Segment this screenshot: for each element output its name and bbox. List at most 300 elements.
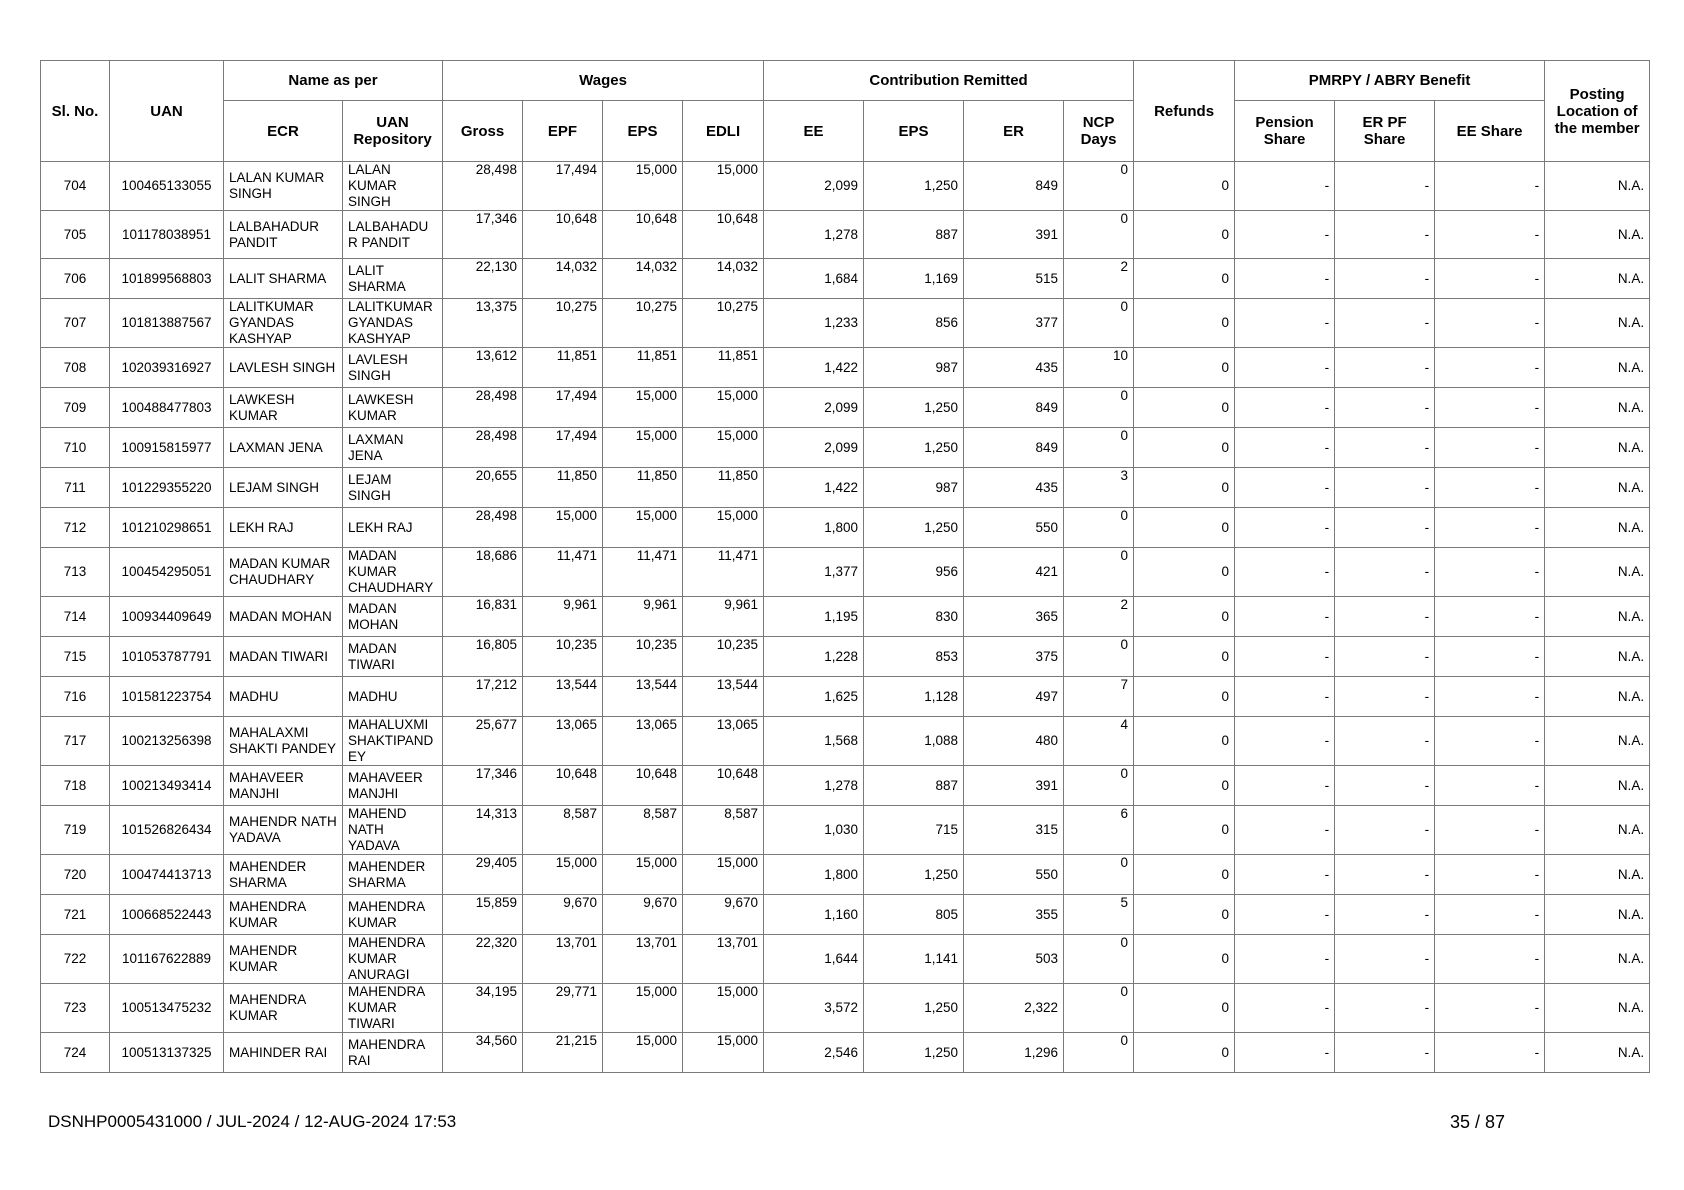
cell-ee-share: -	[1435, 548, 1545, 597]
header-ecr: ECR	[224, 101, 343, 162]
cell-ee-share: -	[1435, 1033, 1545, 1073]
cell-ee: 1,233	[764, 299, 864, 348]
table-row	[41, 895, 1650, 935]
cell-pension-share: -	[1235, 806, 1335, 855]
cell-gross: 25,677	[443, 717, 523, 766]
cell-name-uan-repository: MAHENDRA KUMAR	[343, 895, 443, 935]
cell-sl-no: 722	[41, 935, 110, 984]
cell-er-pf-share: -	[1335, 428, 1435, 468]
cell-ee: 1,195	[764, 597, 864, 637]
cell-ee-share: -	[1435, 428, 1545, 468]
cell-refunds: 0	[1134, 508, 1235, 548]
cell-refunds: 0	[1134, 677, 1235, 717]
cell-contribution-eps: 856	[864, 299, 964, 348]
cell-contribution-eps: 1,250	[864, 1033, 964, 1073]
ecr-contribution-table	[40, 60, 1650, 1073]
cell-er-pf-share: -	[1335, 597, 1435, 637]
cell-contribution-eps: 887	[864, 766, 964, 806]
cell-contribution-eps: 1,250	[864, 428, 964, 468]
cell-gross: 28,498	[443, 508, 523, 548]
table-row	[41, 806, 1650, 855]
cell-name-ecr: MAHINDER RAI	[224, 1033, 343, 1073]
cell-edli: 11,850	[683, 468, 764, 508]
header-er-pf-share: ER PF Share	[1335, 101, 1435, 162]
cell-name-ecr: LALIT SHARMA	[224, 259, 343, 299]
cell-uan: 101178038951	[110, 211, 224, 259]
cell-posting-location: N.A.	[1545, 935, 1650, 984]
cell-edli: 14,032	[683, 259, 764, 299]
cell-ee: 2,099	[764, 388, 864, 428]
cell-ee-share: -	[1435, 677, 1545, 717]
table-row	[41, 935, 1650, 984]
cell-posting-location: N.A.	[1545, 211, 1650, 259]
cell-posting-location: N.A.	[1545, 637, 1650, 677]
cell-name-uan-repository: MAHENDRA KUMAR TIWARI	[343, 984, 443, 1033]
cell-er: 515	[964, 259, 1064, 299]
cell-eps: 11,850	[603, 468, 683, 508]
cell-ee-share: -	[1435, 468, 1545, 508]
cell-name-uan-repository: MADAN MOHAN	[343, 597, 443, 637]
cell-eps: 10,648	[603, 766, 683, 806]
table-row	[41, 637, 1650, 677]
cell-pension-share: -	[1235, 548, 1335, 597]
cell-edli: 10,648	[683, 211, 764, 259]
cell-name-uan-repository: LAVLESH SINGH	[343, 348, 443, 388]
cell-ncp-days: 0	[1064, 508, 1134, 548]
cell-posting-location: N.A.	[1545, 388, 1650, 428]
cell-posting-location: N.A.	[1545, 468, 1650, 508]
cell-contribution-eps: 1,250	[864, 162, 964, 211]
cell-posting-location: N.A.	[1545, 895, 1650, 935]
cell-er: 480	[964, 717, 1064, 766]
cell-epf: 10,648	[523, 211, 603, 259]
cell-name-ecr: MAHENDER SHARMA	[224, 855, 343, 895]
cell-pension-share: -	[1235, 855, 1335, 895]
table-row	[41, 348, 1650, 388]
cell-name-uan-repository: MADAN TIWARI	[343, 637, 443, 677]
cell-name-uan-repository: MAHALUXMI SHAKTIPAND EY	[343, 717, 443, 766]
cell-sl-no: 721	[41, 895, 110, 935]
cell-ee: 1,422	[764, 468, 864, 508]
header-ncp-days: NCP Days	[1064, 101, 1134, 162]
cell-sl-no: 710	[41, 428, 110, 468]
cell-edli: 13,701	[683, 935, 764, 984]
cell-edli: 9,670	[683, 895, 764, 935]
table-row	[41, 1033, 1650, 1073]
cell-edli: 10,648	[683, 766, 764, 806]
cell-er: 421	[964, 548, 1064, 597]
cell-sl-no: 719	[41, 806, 110, 855]
cell-name-uan-repository: MADAN KUMAR CHAUDHARY	[343, 548, 443, 597]
cell-er: 435	[964, 468, 1064, 508]
cell-ncp-days: 0	[1064, 935, 1134, 984]
cell-contribution-eps: 1,250	[864, 984, 964, 1033]
cell-pension-share: -	[1235, 348, 1335, 388]
cell-ee: 1,568	[764, 717, 864, 766]
cell-pension-share: -	[1235, 259, 1335, 299]
cell-name-ecr: MAHAVEER MANJHI	[224, 766, 343, 806]
cell-eps: 15,000	[603, 1033, 683, 1073]
cell-refunds: 0	[1134, 428, 1235, 468]
cell-eps: 9,961	[603, 597, 683, 637]
cell-gross: 14,313	[443, 806, 523, 855]
cell-ee-share: -	[1435, 766, 1545, 806]
table-row	[41, 508, 1650, 548]
cell-ee: 1,800	[764, 855, 864, 895]
cell-sl-no: 706	[41, 259, 110, 299]
cell-ncp-days: 2	[1064, 259, 1134, 299]
cell-sl-no: 708	[41, 348, 110, 388]
cell-refunds: 0	[1134, 597, 1235, 637]
cell-ee-share: -	[1435, 259, 1545, 299]
cell-posting-location: N.A.	[1545, 508, 1650, 548]
cell-ncp-days: 3	[1064, 468, 1134, 508]
cell-posting-location: N.A.	[1545, 677, 1650, 717]
cell-pension-share: -	[1235, 677, 1335, 717]
table-row	[41, 259, 1650, 299]
document-reference: DSNHP0005431000 / JUL-2024 / 12-AUG-2024 17:53	[48, 1112, 457, 1131]
cell-er-pf-share: -	[1335, 468, 1435, 508]
cell-epf: 13,065	[523, 717, 603, 766]
cell-er: 497	[964, 677, 1064, 717]
cell-er-pf-share: -	[1335, 348, 1435, 388]
table-row	[41, 855, 1650, 895]
cell-eps: 10,235	[603, 637, 683, 677]
table-row	[41, 299, 1650, 348]
cell-er-pf-share: -	[1335, 935, 1435, 984]
cell-epf: 11,471	[523, 548, 603, 597]
cell-eps: 10,648	[603, 211, 683, 259]
table-row	[41, 677, 1650, 717]
cell-contribution-eps: 887	[864, 211, 964, 259]
cell-ee: 1,228	[764, 637, 864, 677]
cell-ee-share: -	[1435, 211, 1545, 259]
table-row	[41, 766, 1650, 806]
cell-eps: 8,587	[603, 806, 683, 855]
cell-epf: 17,494	[523, 428, 603, 468]
table-row	[41, 211, 1650, 259]
cell-sl-no: 709	[41, 388, 110, 428]
table-row	[41, 597, 1650, 637]
cell-ee: 2,099	[764, 162, 864, 211]
cell-eps: 15,000	[603, 855, 683, 895]
cell-pension-share: -	[1235, 637, 1335, 677]
cell-er: 391	[964, 211, 1064, 259]
cell-ee: 2,099	[764, 428, 864, 468]
cell-ncp-days: 0	[1064, 388, 1134, 428]
cell-epf: 9,670	[523, 895, 603, 935]
cell-epf: 14,032	[523, 259, 603, 299]
cell-refunds: 0	[1134, 548, 1235, 597]
header-contribution-remitted: Contribution Remitted	[764, 61, 1134, 101]
cell-ncp-days: 0	[1064, 1033, 1134, 1073]
cell-posting-location: N.A.	[1545, 717, 1650, 766]
cell-sl-no: 716	[41, 677, 110, 717]
cell-gross: 13,375	[443, 299, 523, 348]
header-pension-share: Pension Share	[1235, 101, 1335, 162]
cell-ee-share: -	[1435, 348, 1545, 388]
header-pmrpy-abry: PMRPY / ABRY Benefit	[1235, 61, 1545, 101]
cell-er: 375	[964, 637, 1064, 677]
table-row	[41, 548, 1650, 597]
cell-epf: 17,494	[523, 162, 603, 211]
cell-name-ecr: MAHALAXMI SHAKTI PANDEY	[224, 717, 343, 766]
cell-ee: 1,800	[764, 508, 864, 548]
cell-er: 435	[964, 348, 1064, 388]
cell-posting-location: N.A.	[1545, 162, 1650, 211]
cell-er: 503	[964, 935, 1064, 984]
cell-er-pf-share: -	[1335, 766, 1435, 806]
cell-name-uan-repository: LALBAHADU R PANDIT	[343, 211, 443, 259]
cell-ee: 2,546	[764, 1033, 864, 1073]
cell-name-uan-repository: MAHAVEER MANJHI	[343, 766, 443, 806]
cell-er-pf-share: -	[1335, 984, 1435, 1033]
cell-posting-location: N.A.	[1545, 428, 1650, 468]
cell-gross: 28,498	[443, 388, 523, 428]
cell-gross: 13,612	[443, 348, 523, 388]
cell-uan: 100488477803	[110, 388, 224, 428]
cell-epf: 13,544	[523, 677, 603, 717]
cell-posting-location: N.A.	[1545, 299, 1650, 348]
cell-ncp-days: 5	[1064, 895, 1134, 935]
cell-pension-share: -	[1235, 984, 1335, 1033]
cell-ncp-days: 2	[1064, 597, 1134, 637]
cell-refunds: 0	[1134, 299, 1235, 348]
cell-contribution-eps: 1,128	[864, 677, 964, 717]
cell-sl-no: 718	[41, 766, 110, 806]
cell-ee-share: -	[1435, 388, 1545, 428]
cell-name-uan-repository: LALITKUMAR GYANDAS KASHYAP	[343, 299, 443, 348]
cell-refunds: 0	[1134, 259, 1235, 299]
cell-eps: 10,275	[603, 299, 683, 348]
cell-eps: 14,032	[603, 259, 683, 299]
cell-edli: 10,275	[683, 299, 764, 348]
cell-name-uan-repository: MAHEND NATH YADAVA	[343, 806, 443, 855]
cell-ee-share: -	[1435, 855, 1545, 895]
cell-sl-no: 705	[41, 211, 110, 259]
cell-sl-no: 717	[41, 717, 110, 766]
cell-ncp-days: 0	[1064, 984, 1134, 1033]
cell-refunds: 0	[1134, 855, 1235, 895]
cell-gross: 22,130	[443, 259, 523, 299]
cell-epf: 11,850	[523, 468, 603, 508]
cell-uan: 100213493414	[110, 766, 224, 806]
cell-er-pf-share: -	[1335, 388, 1435, 428]
cell-uan: 101813887567	[110, 299, 224, 348]
cell-ee: 1,278	[764, 766, 864, 806]
cell-pension-share: -	[1235, 766, 1335, 806]
cell-gross: 20,655	[443, 468, 523, 508]
cell-uan: 102039316927	[110, 348, 224, 388]
cell-epf: 15,000	[523, 855, 603, 895]
header-uan: UAN	[110, 61, 224, 162]
header-gross: Gross	[443, 101, 523, 162]
cell-uan: 100474413713	[110, 855, 224, 895]
cell-eps: 15,000	[603, 428, 683, 468]
cell-posting-location: N.A.	[1545, 806, 1650, 855]
cell-epf: 10,275	[523, 299, 603, 348]
cell-sl-no: 711	[41, 468, 110, 508]
cell-ee: 3,572	[764, 984, 864, 1033]
cell-edli: 13,065	[683, 717, 764, 766]
cell-epf: 11,851	[523, 348, 603, 388]
cell-edli: 13,544	[683, 677, 764, 717]
cell-ee-share: -	[1435, 935, 1545, 984]
header-edli: EDLI	[683, 101, 764, 162]
cell-er-pf-share: -	[1335, 1033, 1435, 1073]
cell-uan: 101229355220	[110, 468, 224, 508]
cell-ee: 1,684	[764, 259, 864, 299]
cell-pension-share: -	[1235, 895, 1335, 935]
cell-edli: 15,000	[683, 1033, 764, 1073]
header-contribution-eps: EPS	[864, 101, 964, 162]
cell-ee-share: -	[1435, 637, 1545, 677]
cell-pension-share: -	[1235, 468, 1335, 508]
cell-contribution-eps: 830	[864, 597, 964, 637]
cell-er: 355	[964, 895, 1064, 935]
cell-contribution-eps: 1,088	[864, 717, 964, 766]
cell-gross: 17,346	[443, 211, 523, 259]
cell-er-pf-share: -	[1335, 548, 1435, 597]
cell-name-uan-repository: LEJAM SINGH	[343, 468, 443, 508]
cell-posting-location: N.A.	[1545, 348, 1650, 388]
header-ee-share: EE Share	[1435, 101, 1545, 162]
cell-epf: 13,701	[523, 935, 603, 984]
cell-name-ecr: LEKH RAJ	[224, 508, 343, 548]
cell-name-uan-repository: LAXMAN JENA	[343, 428, 443, 468]
cell-edli: 15,000	[683, 428, 764, 468]
cell-pension-share: -	[1235, 717, 1335, 766]
cell-ncp-days: 0	[1064, 548, 1134, 597]
cell-contribution-eps: 805	[864, 895, 964, 935]
table-header	[41, 61, 1650, 162]
cell-er-pf-share: -	[1335, 211, 1435, 259]
cell-eps: 13,701	[603, 935, 683, 984]
cell-ee-share: -	[1435, 806, 1545, 855]
header-refunds: Refunds	[1134, 61, 1235, 162]
cell-ncp-days: 0	[1064, 766, 1134, 806]
table-row	[41, 428, 1650, 468]
cell-gross: 28,498	[443, 162, 523, 211]
cell-refunds: 0	[1134, 806, 1235, 855]
cell-name-uan-repository: MAHENDRA RAI	[343, 1033, 443, 1073]
cell-pension-share: -	[1235, 211, 1335, 259]
cell-name-uan-repository: LALAN KUMAR SINGH	[343, 162, 443, 211]
cell-er: 2,322	[964, 984, 1064, 1033]
cell-contribution-eps: 1,169	[864, 259, 964, 299]
cell-uan: 100465133055	[110, 162, 224, 211]
cell-refunds: 0	[1134, 637, 1235, 677]
cell-ee: 1,377	[764, 548, 864, 597]
cell-ncp-days: 0	[1064, 211, 1134, 259]
cell-uan: 100934409649	[110, 597, 224, 637]
cell-epf: 15,000	[523, 508, 603, 548]
cell-name-ecr: LAVLESH SINGH	[224, 348, 343, 388]
cell-name-uan-repository: LAWKESH KUMAR	[343, 388, 443, 428]
cell-uan: 100513475232	[110, 984, 224, 1033]
table-row	[41, 468, 1650, 508]
cell-name-uan-repository: LALIT SHARMA	[343, 259, 443, 299]
cell-er: 849	[964, 388, 1064, 428]
cell-er-pf-share: -	[1335, 677, 1435, 717]
cell-gross: 22,320	[443, 935, 523, 984]
cell-epf: 17,494	[523, 388, 603, 428]
cell-posting-location: N.A.	[1545, 855, 1650, 895]
cell-er: 315	[964, 806, 1064, 855]
cell-name-ecr: LALAN KUMAR SINGH	[224, 162, 343, 211]
cell-ee-share: -	[1435, 162, 1545, 211]
cell-sl-no: 715	[41, 637, 110, 677]
cell-pension-share: -	[1235, 162, 1335, 211]
cell-er-pf-share: -	[1335, 895, 1435, 935]
cell-uan: 101899568803	[110, 259, 224, 299]
cell-ncp-days: 0	[1064, 637, 1134, 677]
cell-er: 849	[964, 162, 1064, 211]
cell-gross: 17,212	[443, 677, 523, 717]
cell-name-ecr: MAHENDR NATH YADAVA	[224, 806, 343, 855]
cell-refunds: 0	[1134, 766, 1235, 806]
cell-eps: 15,000	[603, 508, 683, 548]
cell-ee-share: -	[1435, 717, 1545, 766]
cell-er-pf-share: -	[1335, 806, 1435, 855]
cell-pension-share: -	[1235, 508, 1335, 548]
table-row	[41, 388, 1650, 428]
cell-name-ecr: LEJAM SINGH	[224, 468, 343, 508]
cell-ncp-days: 6	[1064, 806, 1134, 855]
cell-name-ecr: LAWKESH KUMAR	[224, 388, 343, 428]
cell-contribution-eps: 715	[864, 806, 964, 855]
cell-edli: 11,851	[683, 348, 764, 388]
cell-posting-location: N.A.	[1545, 984, 1650, 1033]
cell-refunds: 0	[1134, 1033, 1235, 1073]
cell-name-ecr: LALBAHADUR PANDIT	[224, 211, 343, 259]
cell-ee: 1,422	[764, 348, 864, 388]
cell-edli: 10,235	[683, 637, 764, 677]
cell-uan: 101210298651	[110, 508, 224, 548]
cell-name-ecr: MAHENDRA KUMAR	[224, 984, 343, 1033]
page-number: 35 / 87	[1450, 1112, 1506, 1132]
cell-uan: 100513137325	[110, 1033, 224, 1073]
cell-refunds: 0	[1134, 984, 1235, 1033]
cell-name-uan-repository: MAHENDRA KUMAR ANURAGI	[343, 935, 443, 984]
header-eps: EPS	[603, 101, 683, 162]
cell-contribution-eps: 987	[864, 348, 964, 388]
cell-ee: 1,030	[764, 806, 864, 855]
cell-name-ecr: MADAN MOHAN	[224, 597, 343, 637]
cell-er: 550	[964, 508, 1064, 548]
cell-uan: 100454295051	[110, 548, 224, 597]
cell-gross: 16,831	[443, 597, 523, 637]
cell-ee-share: -	[1435, 597, 1545, 637]
cell-sl-no: 712	[41, 508, 110, 548]
cell-ncp-days: 0	[1064, 162, 1134, 211]
cell-contribution-eps: 853	[864, 637, 964, 677]
cell-name-uan-repository: MAHENDER SHARMA	[343, 855, 443, 895]
cell-edli: 8,587	[683, 806, 764, 855]
cell-edli: 15,000	[683, 388, 764, 428]
cell-posting-location: N.A.	[1545, 597, 1650, 637]
cell-ee-share: -	[1435, 895, 1545, 935]
cell-refunds: 0	[1134, 468, 1235, 508]
cell-eps: 15,000	[603, 388, 683, 428]
cell-er: 1,296	[964, 1033, 1064, 1073]
cell-er: 377	[964, 299, 1064, 348]
cell-refunds: 0	[1134, 895, 1235, 935]
cell-epf: 9,961	[523, 597, 603, 637]
cell-edli: 15,000	[683, 984, 764, 1033]
cell-name-ecr: MAHENDRA KUMAR	[224, 895, 343, 935]
cell-pension-share: -	[1235, 388, 1335, 428]
